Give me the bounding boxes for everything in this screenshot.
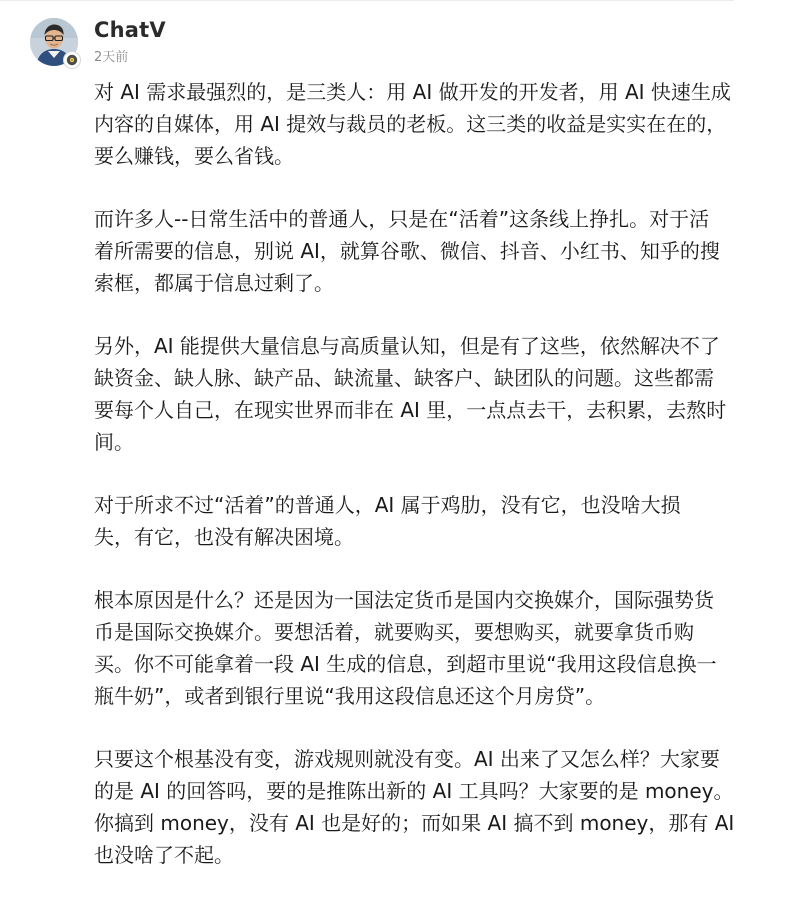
top-divider xyxy=(0,0,734,1)
gear-badge-icon xyxy=(64,52,80,68)
text-line: 缺资金、缺人脉、缺产品、缺流量、缺客户、缺团队的问题。这些都需 xyxy=(94,366,714,390)
paragraph-1 xyxy=(94,76,734,172)
text-line: 着所需要的信息，别说 AI，就算谷歌、微信、抖音、小红书、知乎的搜 xyxy=(94,239,720,263)
text-line: 的是 AI 的回答吗，要的是推陈出新的 AI 工具吗？大家要的是 money。 xyxy=(94,779,734,803)
text-line: 间。 xyxy=(94,430,134,454)
text-line: 另外，AI 能提供大量信息与高质量认知，但是有了这些，依然解决不了 xyxy=(94,334,720,358)
paragraph-5 xyxy=(94,584,734,712)
text-line: 买。你不可能拿着一段 AI 生成的信息，到超市里说“我用这段信息换一 xyxy=(94,652,717,676)
text-line: 索框，都属于信息过剩了。 xyxy=(94,271,334,295)
text-line: 对 AI 需求最强烈的，是三类人：用 AI 做开发的开发者，用 AI 快速生成 xyxy=(94,80,731,104)
author-name[interactable]: ChatV xyxy=(94,18,166,42)
text-line: 对于所求不过“活着”的普通人，AI 属于鸡肋，没有它，也没啥大损 xyxy=(94,493,681,517)
text-line: 也没啥了不起。 xyxy=(94,843,234,867)
avatar[interactable] xyxy=(30,18,82,70)
text-line: 要每个人自己，在现实世界而非在 AI 里，一点点去干，去积累，去熬时 xyxy=(94,398,727,422)
post-timestamp: 2天前 xyxy=(94,50,129,65)
text-line: 你搞到 money，没有 AI 也是好的；而如果 AI 搞不到 money，那有 AI xyxy=(94,811,735,835)
paragraph-3 xyxy=(94,330,734,458)
paragraph-4 xyxy=(94,489,734,553)
text-line: 要么赚钱，要么省钱。 xyxy=(94,144,294,168)
text-line: 而许多人--日常生活中的普通人，只是在“活着”这条线上挣扎。对于活 xyxy=(94,207,710,231)
text-line: 内容的自媒体，用 AI 提效与裁员的老板。这三类的收益是实实在在的， xyxy=(94,112,727,136)
paragraph-6 xyxy=(94,743,734,871)
text-line: 根本原因是什么？还是因为一国法定货币是国内交换媒介，国际强势货 xyxy=(94,588,714,612)
text-line: 币是国际交换媒介。要想活着，就要购买，要想购买，就要拿货币购 xyxy=(94,620,694,644)
post-content xyxy=(94,76,734,902)
text-line: 失，有它，也没有解决困境。 xyxy=(94,525,354,549)
paragraph-2 xyxy=(94,203,734,299)
text-line: 只要这个根基没有变，游戏规则就没有变。AI 出来了又怎么样？大家要 xyxy=(94,747,720,771)
text-line: 瓶牛奶”，或者到银行里说“我用这段信息还这个月房贷”。 xyxy=(94,684,606,708)
